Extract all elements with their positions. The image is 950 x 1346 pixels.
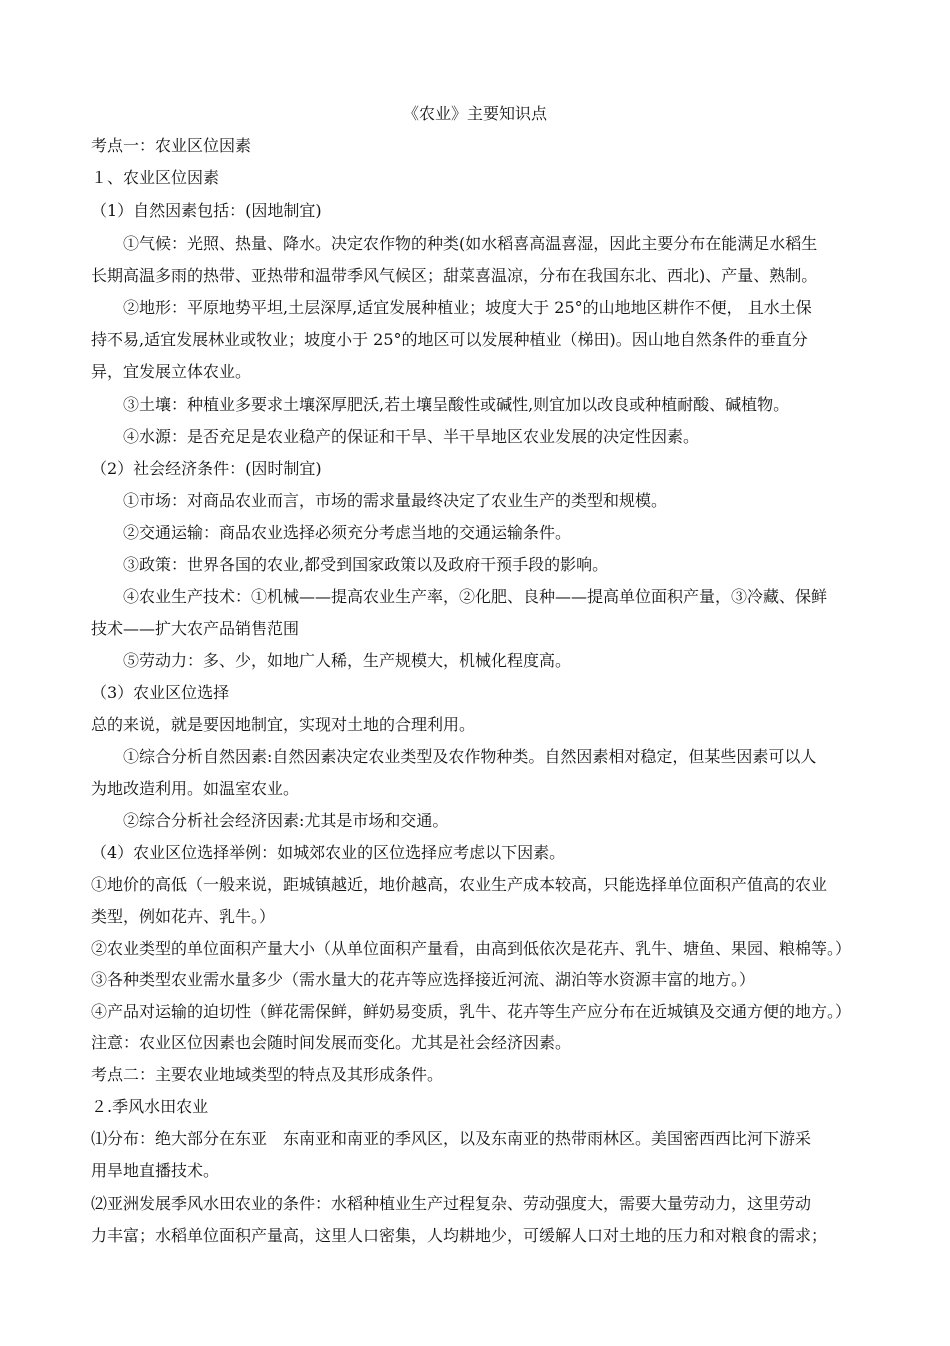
paragraph-line: ②交通运输：商品农业选择必须充分考虑当地的交通运输条件。	[123, 523, 572, 542]
paragraph-line: ⑵亚洲发展季风水田农业的条件：水稻种植业生产过程复杂、劳动强度大，需要大量劳动力，这里劳动	[91, 1194, 812, 1213]
item-heading: （1）自然因素包括：(因地制宜)	[91, 201, 322, 220]
paragraph-line: ①地价的高低（一般来说，距城镇越近，地价越高，农业生产成本较高，只能选择单位面积产值高的农业	[91, 875, 828, 894]
paragraph-line: ①综合分析自然因素:自然因素决定农业类型及农作物种类。自然因素相对稳定，但某些因素可以人	[123, 747, 817, 766]
paragraph-line: 长期高温多雨的热带、亚热带和温带季风气候区；甜菜喜温凉，分布在我国东北、西北)、产量、熟制。	[91, 266, 818, 285]
paragraph-line: 用旱地直播技术。	[91, 1161, 220, 1180]
paragraph-line: 持不易,适宜发展林业或牧业；坡度小于 25°的地区可以发展种植业（梯田)。因山地自然条件的垂直分	[91, 330, 808, 349]
paragraph-line: ⑤劳动力：多、少，如地广人稀，生产规模大，机械化程度高。	[123, 651, 572, 670]
subsection-heading: ２.季风水田农业	[91, 1097, 209, 1116]
paragraph-line: ④农业生产技术：①机械——提高农业生产率，②化肥、良种——提高单位面积产量，③冷藏、保鲜	[123, 587, 828, 606]
paragraph-line: ②农业类型的单位面积产量大小（从单位面积产量看，由高到低依次是花卉、乳牛、塘鱼、果园、粮棉等。）	[91, 939, 852, 958]
subsection-heading: １、农业区位因素	[91, 168, 220, 187]
paragraph-line: ④产品对运输的迫切性（鲜花需保鲜，鲜奶易变质，乳牛、花卉等生产应分布在近城镇及交通方便的地方。）	[91, 1002, 852, 1021]
paragraph-line: ④水源：是否充足是农业稳产的保证和干旱、半干旱地区农业发展的决定性因素。	[123, 427, 700, 446]
paragraph-line: 类型，例如花卉、乳牛。）	[91, 907, 276, 926]
paragraph-line: ③各种类型农业需水量多少（需水量大的花卉等应选择接近河流、湖泊等水资源丰富的地方。）	[91, 970, 756, 989]
paragraph-line: ②综合分析社会经济因素:尤其是市场和交通。	[123, 811, 449, 830]
paragraph-line: ②地形：平原地势平坦,土层深厚,适宜发展种植业；坡度大于 25°的山地地区耕作不便， 且水土保	[123, 298, 812, 317]
paragraph-line: 力丰富；水稻单位面积产量高，这里人口密集，人均耕地少，可缓解人口对土地的压力和对粮食的需求；	[91, 1226, 828, 1245]
section-heading: 考点二：主要农业地域类型的特点及其形成条件。	[91, 1065, 444, 1084]
item-heading: （4）农业区位选择举例：如城郊农业的区位选择应考虑以下因素。	[91, 843, 566, 862]
paragraph-line: ③政策：世界各国的农业,都受到国家政策以及政府干预手段的影响。	[123, 555, 609, 574]
item-heading: （3）农业区位选择	[91, 683, 230, 702]
paragraph-line: ①市场：对商品农业而言，市场的需求量最终决定了农业生产的类型和规模。	[123, 491, 668, 510]
paragraph-line: ①气候：光照、热量、降水。决定农作物的种类(如水稻喜高温喜湿，因此主要分布在能满足水稻生	[123, 234, 818, 253]
paragraph-line: 异，宜发展立体农业。	[91, 362, 252, 381]
paragraph-line: ⑴分布：绝大部分在东亚 东南亚和南亚的季风区，以及东南亚的热带雨林区。美国密西西比河下游采	[91, 1129, 812, 1148]
section-heading: 考点一：农业区位因素	[91, 136, 252, 155]
paragraph-line: 为地改造利用。如温室农业。	[91, 779, 300, 798]
item-heading: （2）社会经济条件：(因时制宜)	[91, 459, 322, 478]
paragraph-line: 总的来说，就是要因地制宜，实现对土地的合理利用。	[91, 715, 476, 734]
note-line: 注意：农业区位因素也会随时间发展而变化。尤其是社会经济因素。	[91, 1033, 572, 1052]
paragraph-line: ③土壤：种植业多要求土壤深厚肥沃,若土壤呈酸性或碱性,则宜加以改良或种植耐酸、碱植物。	[123, 395, 790, 414]
document-title: 《农业》主要知识点	[402, 104, 547, 123]
paragraph-line: 技术——扩大农产品销售范围	[91, 619, 300, 638]
